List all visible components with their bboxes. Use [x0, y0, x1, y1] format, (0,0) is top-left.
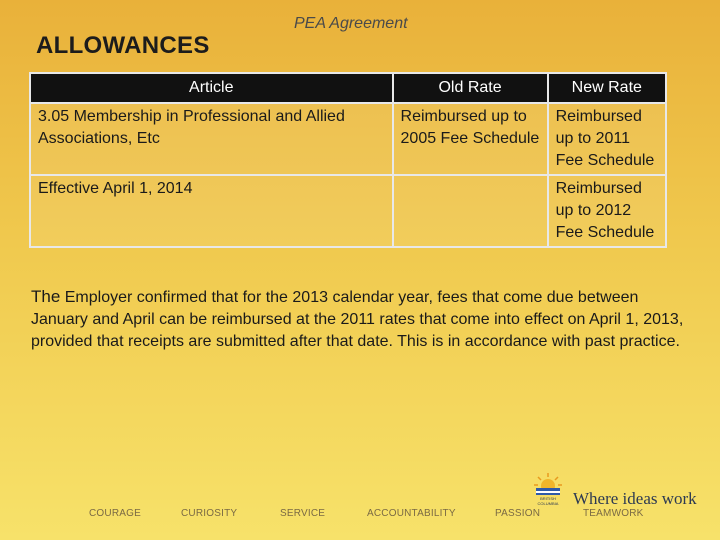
footer-value-accountability: ACCOUNTABILITY	[367, 508, 456, 519]
old-rate-cell: Reimbursed up to 2005 Fee Schedule	[393, 103, 548, 175]
footer-value-curiosity: CURIOSITY	[181, 508, 238, 519]
column-header-old-rate: Old Rate	[393, 73, 548, 103]
paragraph-body: Employer confirmed that for the 2013 calendar year, fees that come due between January and April can be reimbursed at the 2011 rates that come into effect on April 1, 2013, provided that receipts are submitted after that date. This is in accordance with past practice.	[31, 289, 684, 350]
bc-logo-icon	[528, 470, 568, 506]
agreement-subtitle: PEA Agreement	[294, 15, 408, 32]
article-cell: Effective April 1, 2014	[30, 175, 393, 247]
column-header-article: Article	[30, 73, 393, 103]
footer-value-courage: COURAGE	[89, 508, 141, 519]
explanation-paragraph	[31, 286, 691, 353]
logo-line-2: COLUMBIA	[537, 501, 559, 506]
footer-value-passion: PASSION	[495, 508, 541, 519]
article-cell: 3.05 Membership in Professional and Allied Associations, Etc	[30, 103, 393, 175]
tagline: Where ideas work	[573, 489, 697, 508]
new-rate-cell: Reimbursed up to 2011 Fee Schedule	[548, 103, 666, 175]
footer-value-service: SERVICE	[280, 508, 326, 519]
new-rate-cell: Reimbursed up to 2012 Fee Schedule	[548, 175, 666, 247]
table-row	[30, 175, 666, 247]
footer-value-teamwork: TEAMWORK	[583, 508, 644, 519]
paragraph-lead: The	[31, 287, 61, 306]
old-rate-cell	[393, 175, 548, 247]
page-title: ALLOWANCES	[36, 32, 210, 59]
table-header-row	[30, 73, 666, 103]
logo-line-1: BRITISH	[540, 496, 556, 501]
allowances-table	[29, 72, 667, 248]
table-row	[30, 103, 666, 175]
column-header-new-rate: New Rate	[548, 73, 666, 103]
